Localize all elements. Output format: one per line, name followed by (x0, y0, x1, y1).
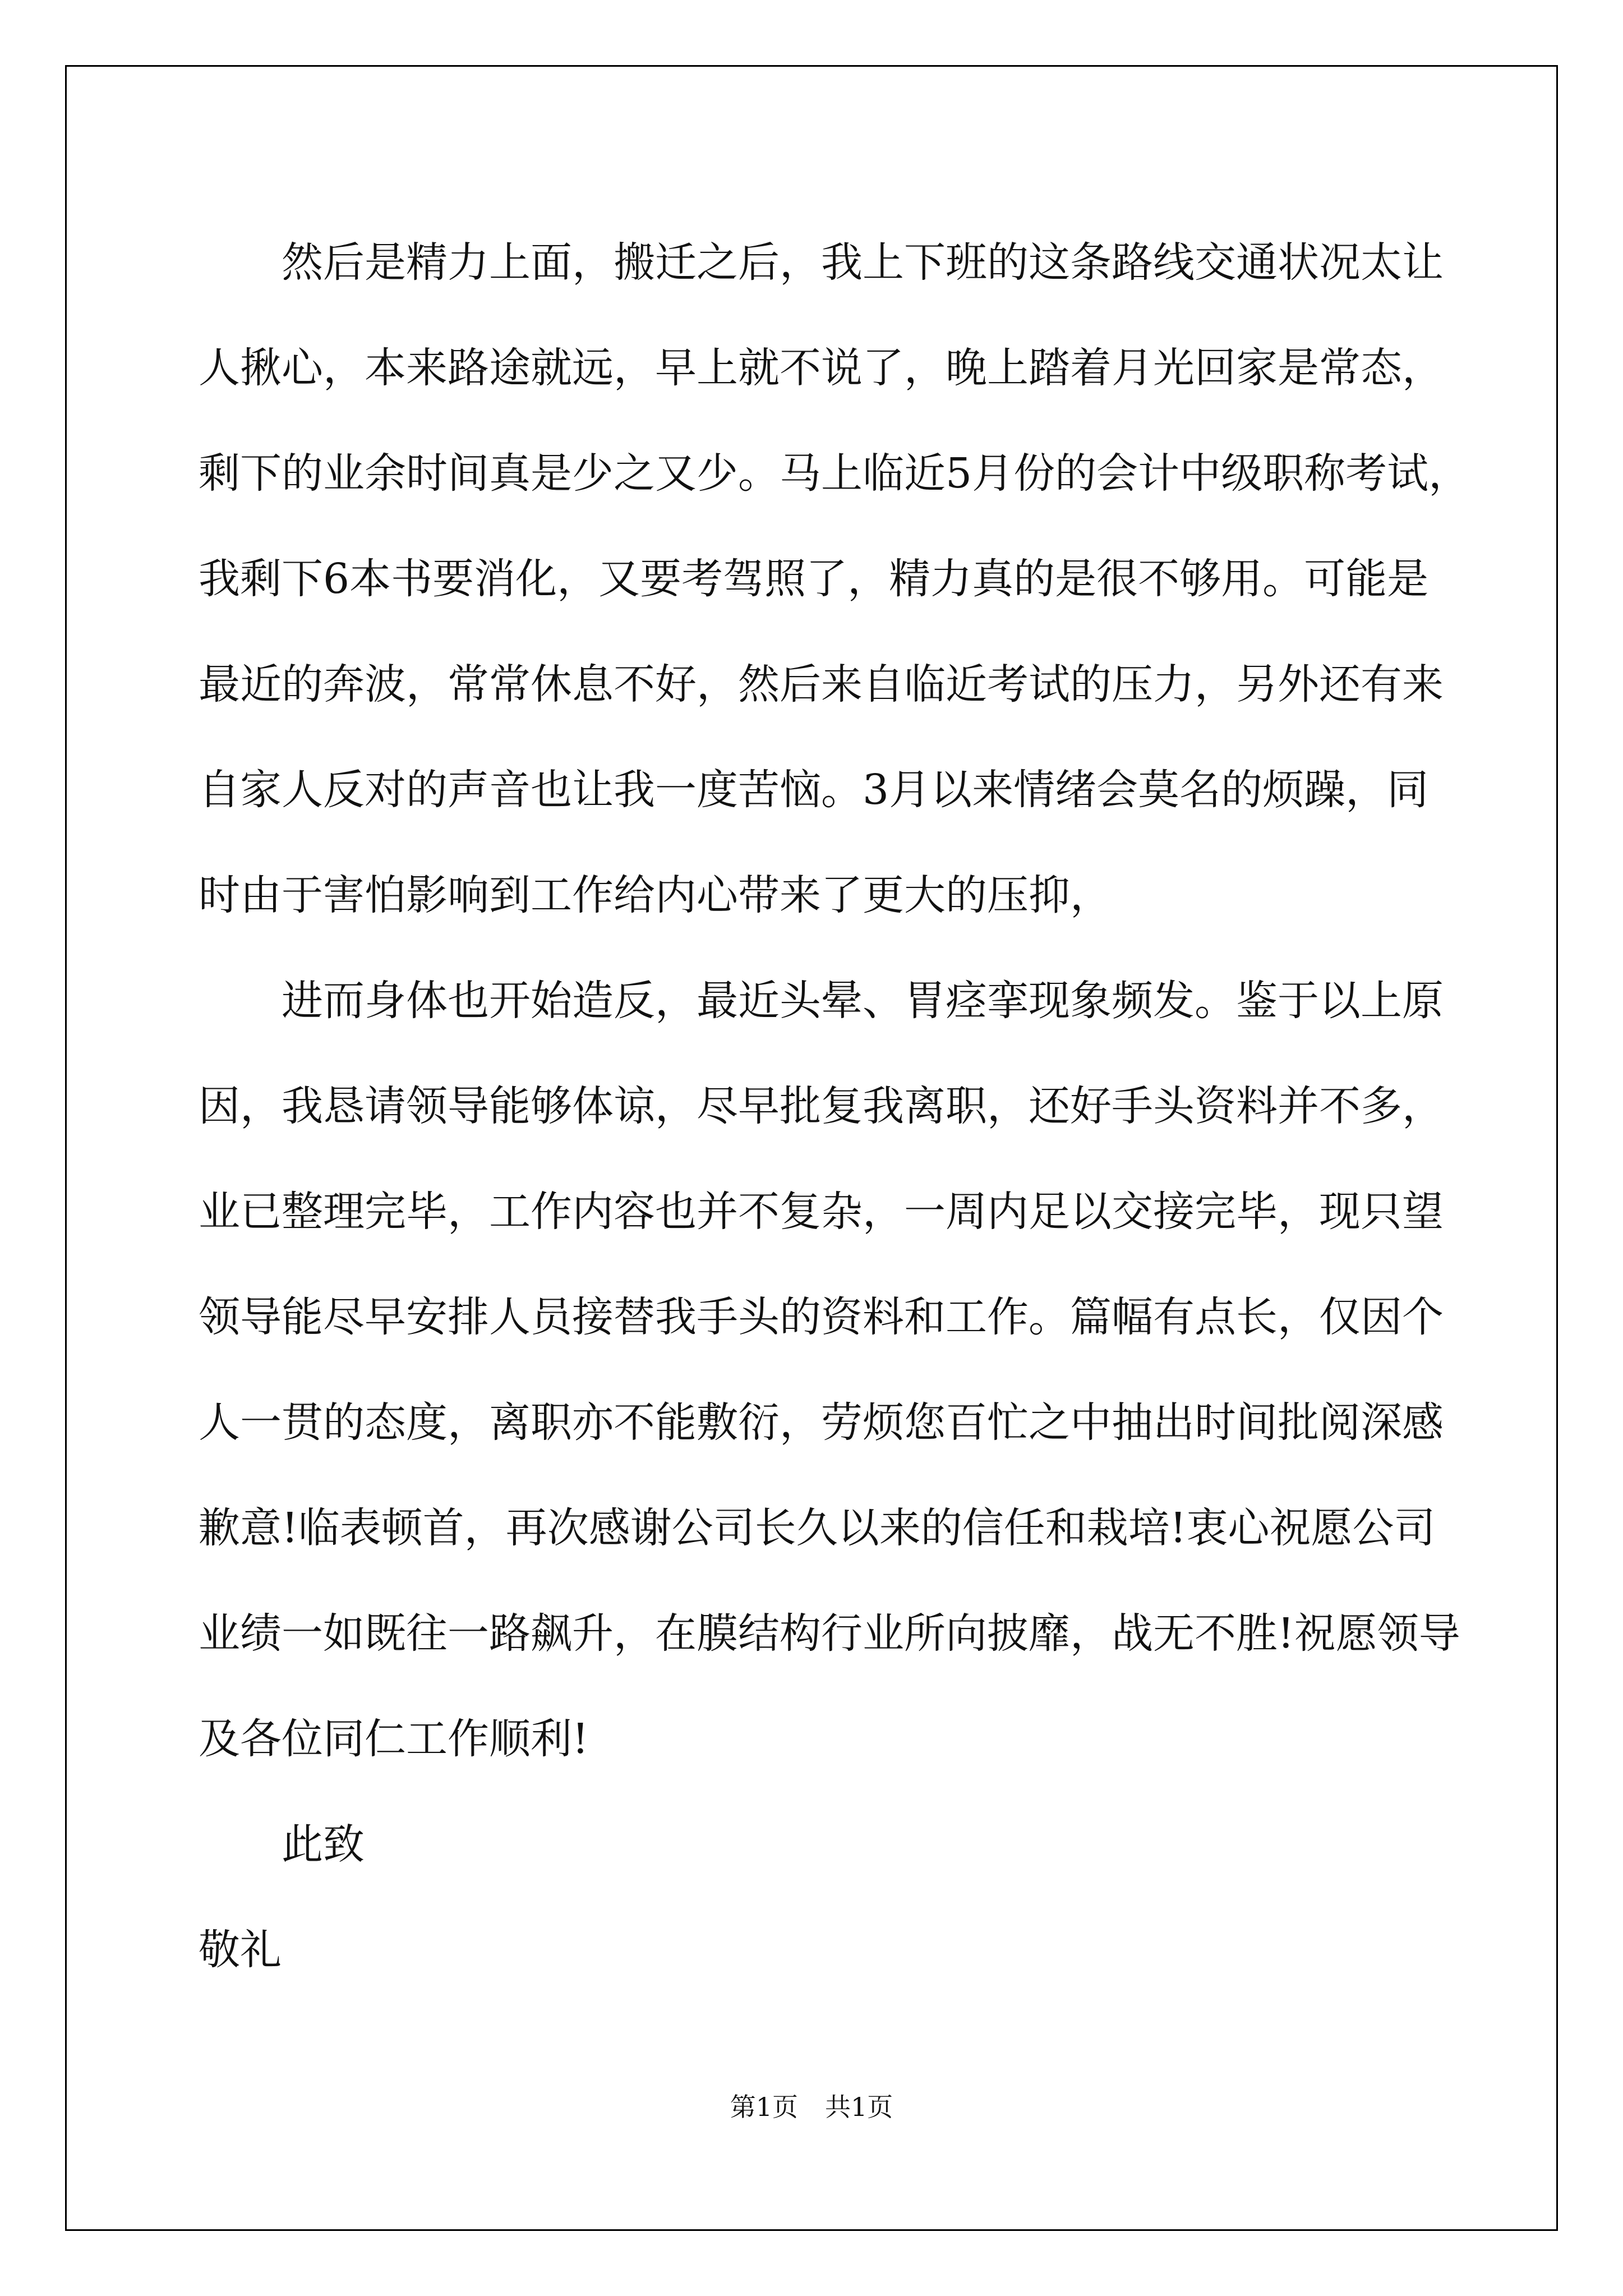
letter-body (199, 210, 1470, 2003)
paragraph-line: 业绩一如既往一路飙升，在膜结构行业所向披靡，战无不胜!祝愿领导 (199, 1609, 1460, 1658)
paragraph-line: 时由于害怕影响到工作给内心带来了更大的压抑， (199, 871, 1112, 919)
paragraph-line: 自家人反对的声音也让我一度苦恼。3月以来情绪会莫名的烦躁，同 (199, 766, 1429, 814)
paragraph-line: 因，我恳请领导能够体谅，尽早批复我离职，还好手头资料并不多， (199, 1082, 1444, 1130)
page-footer (0, 2087, 1623, 2124)
paragraph-line: 然后是精力上面，搬迁之后，我上下班的这条路线交通状况太让 (282, 238, 1444, 287)
paragraph-line: 人揪心，本来路途就远，早上就不说了，晚上踏着月光回家是常态， (199, 344, 1444, 392)
paragraph-line: 领导能尽早安排人员接替我手头的资料和工作。篇幅有点长，仅因个 (199, 1293, 1444, 1341)
paragraph-line: 我剩下6本书要消化，又要考驾照了，精力真的是很不够用。可能是 (199, 555, 1429, 603)
paragraph-line: 最近的奔波，常常休息不好，然后来自临近考试的压力，另外还有来 (199, 660, 1444, 708)
page-number: 第1页 (730, 2092, 798, 2122)
paragraph-line: 歉意!临表顿首，再次感谢公司长久以来的信任和栽培!衷心祝愿公司 (199, 1504, 1436, 1552)
paragraph-line: 人一贯的态度，离职亦不能敷衍，劳烦您百忙之中抽出时间批阅深感 (199, 1398, 1444, 1447)
paragraph-line: 剩下的业余时间真是少之又少。马上临近5月份的会计中级职称考试， (199, 449, 1470, 498)
paragraph-line: 进而身体也开始造反，最近头晕、胃痉挛现象频发。鉴于以上原 (282, 977, 1444, 1025)
page-total: 共1页 (825, 2092, 893, 2122)
paragraph-line: 及各位同仁工作顺利! (199, 1715, 589, 1763)
paragraph-line: 业已整理完毕，工作内容也并不复杂，一周内足以交接完毕，现只望 (199, 1188, 1444, 1236)
closing-salutation: 此致 (282, 1820, 365, 1869)
closing-respect: 敬礼 (199, 1926, 282, 1974)
